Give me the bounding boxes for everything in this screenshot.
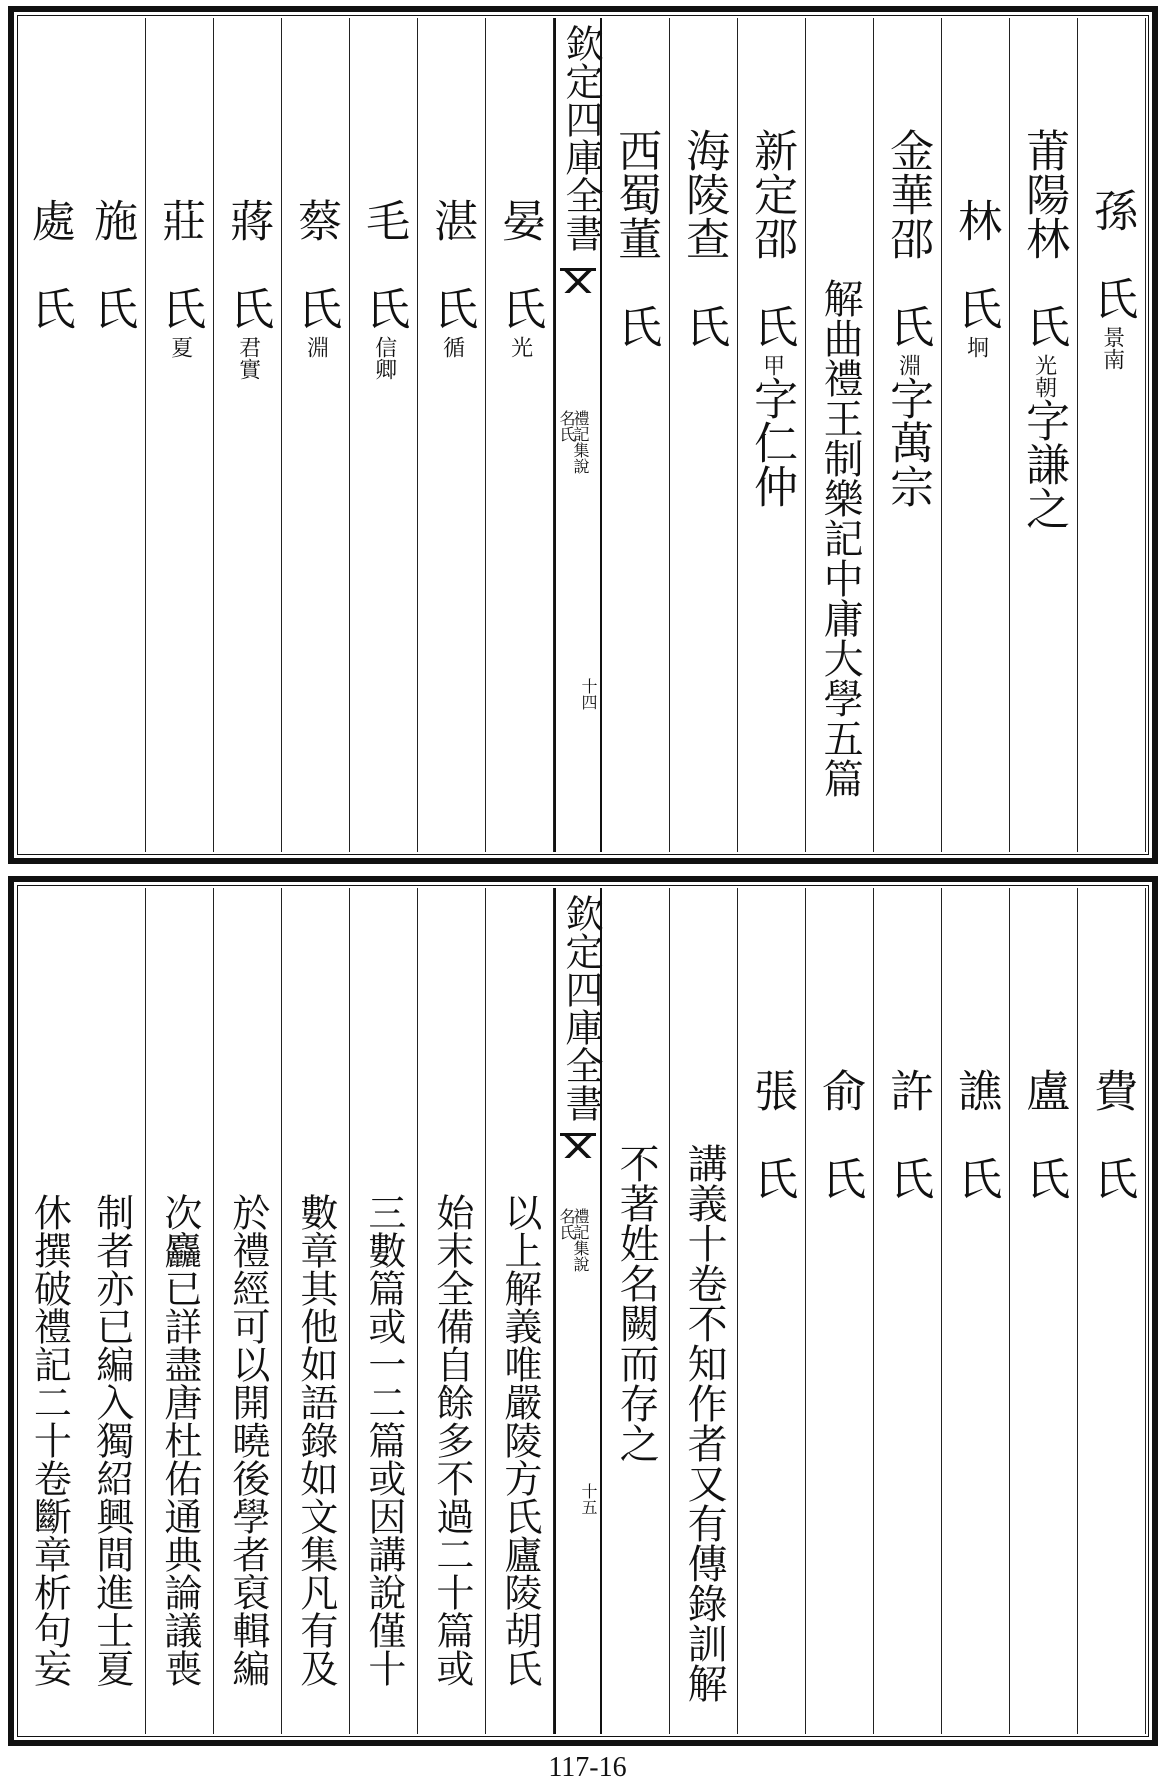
- column: [738, 18, 806, 852]
- column-text: 處 氏: [23, 198, 75, 330]
- column-text-extra: 字萬宗: [882, 376, 934, 508]
- column: [874, 888, 942, 1734]
- column-text: 莆陽林 氏: [1018, 128, 1070, 348]
- column: [146, 888, 214, 1734]
- column-text-extra: 解曲禮王制樂記中庸大學五篇: [817, 278, 864, 798]
- column: [602, 888, 670, 1734]
- page-number: 十四: [579, 678, 598, 710]
- column-text: 盧 氏: [1018, 1068, 1070, 1200]
- fish-tail-mark: [560, 1133, 596, 1158]
- column: [350, 18, 418, 852]
- column-text: 西蜀董 氏: [610, 128, 662, 348]
- fish-tail-mark: [560, 268, 596, 293]
- annotation: 夏: [167, 336, 193, 358]
- column: [418, 888, 486, 1734]
- column-text: 林 氏: [950, 198, 1002, 330]
- column-text: 數章其他如語錄如文集凡有及: [293, 1193, 338, 1687]
- column-text: 海陵查 氏: [678, 128, 730, 348]
- annotation: 淵: [895, 354, 921, 376]
- series-title: 欽定四庫全書: [559, 894, 603, 1122]
- top-page: [8, 6, 1158, 864]
- column: [20, 888, 78, 1734]
- column: [1078, 888, 1146, 1734]
- column-text: 孫 氏: [1086, 188, 1138, 320]
- section-name: 名氏: [557, 410, 576, 442]
- column-text-extra: 字仁仲: [746, 376, 798, 508]
- column: [874, 18, 942, 852]
- column: [806, 18, 874, 852]
- column: [1078, 18, 1146, 852]
- column-text: 俞 氏: [814, 1068, 866, 1200]
- column: [214, 18, 282, 852]
- column-text: 次麤已詳盡唐杜佑通典論議喪: [157, 1193, 202, 1687]
- book-title: 禮記集說: [571, 410, 590, 474]
- column-text: 施 氏: [86, 198, 138, 330]
- annotation: 坰: [963, 336, 989, 358]
- section-name: 名氏: [557, 1208, 576, 1240]
- column-text: 蔣 氏: [222, 198, 274, 330]
- column: [486, 888, 554, 1734]
- column: [1010, 888, 1078, 1734]
- bottom-page: [8, 876, 1158, 1746]
- column-text-extra: 不著姓名闕而存之: [613, 1143, 660, 1463]
- column-text: 始末全備自餘多不過二十篇或: [429, 1193, 474, 1687]
- annotation: 君實: [235, 336, 261, 380]
- column: [670, 18, 738, 852]
- annotation: 循: [439, 336, 465, 358]
- page-number: 十五: [579, 1483, 598, 1515]
- column-text-extra: 字謙之: [1018, 398, 1070, 530]
- column-text: 費 氏: [1086, 1068, 1138, 1200]
- column: [670, 888, 738, 1734]
- column: [1010, 18, 1078, 852]
- column-text: 金華邵 氏: [882, 128, 934, 348]
- column: [78, 888, 146, 1734]
- column: [282, 18, 350, 852]
- column-text: 張 氏: [746, 1068, 798, 1200]
- column: [942, 18, 1010, 852]
- page-spine: [554, 888, 602, 1734]
- column: [942, 888, 1010, 1734]
- column-text: 三數篇或一二篇或因講說僅十: [361, 1193, 406, 1687]
- column: [146, 18, 214, 852]
- column-text: 許 氏: [882, 1068, 934, 1200]
- column: [486, 18, 554, 852]
- column: [418, 18, 486, 852]
- column: [214, 888, 282, 1734]
- column-text: 譙 氏: [950, 1068, 1002, 1200]
- column-text: 蔡 氏: [290, 198, 342, 330]
- column-text: 休撰破禮記二十卷斷章析句妄: [27, 1193, 72, 1687]
- column-text: 湛 氏: [426, 198, 478, 330]
- column: [738, 888, 806, 1734]
- column: [78, 18, 146, 852]
- annotation: 景南: [1099, 326, 1125, 370]
- column: [602, 18, 670, 852]
- column-text: 以上解義唯嚴陵方氏廬陵胡氏: [497, 1193, 542, 1687]
- column-text: 毛 氏: [358, 198, 410, 330]
- column: [282, 888, 350, 1734]
- column-text: 制者亦已編入獨紹興間進士夏: [89, 1193, 134, 1687]
- column: [350, 888, 418, 1734]
- annotation: 信卿: [371, 336, 397, 380]
- series-title: 欽定四庫全書: [559, 24, 603, 252]
- page-label: 117-16: [548, 1752, 627, 1783]
- column: [806, 888, 874, 1734]
- page-spine: [554, 18, 602, 852]
- annotation: 甲: [759, 354, 785, 376]
- annotation: 光朝: [1031, 354, 1057, 398]
- column-text: 新定邵 氏: [746, 128, 798, 348]
- column-text-extra: 講義十卷不知作者又有傳錄訓解: [681, 1143, 728, 1703]
- book-title: 禮記集說: [571, 1208, 590, 1272]
- annotation: 光: [507, 336, 533, 358]
- annotation: 淵: [303, 336, 329, 358]
- column-text: 晏 氏: [494, 198, 546, 330]
- column: [20, 18, 78, 852]
- column-text: 莊 氏: [154, 198, 206, 330]
- column-text: 於禮經可以開曉後學者裒輯編: [225, 1193, 270, 1687]
